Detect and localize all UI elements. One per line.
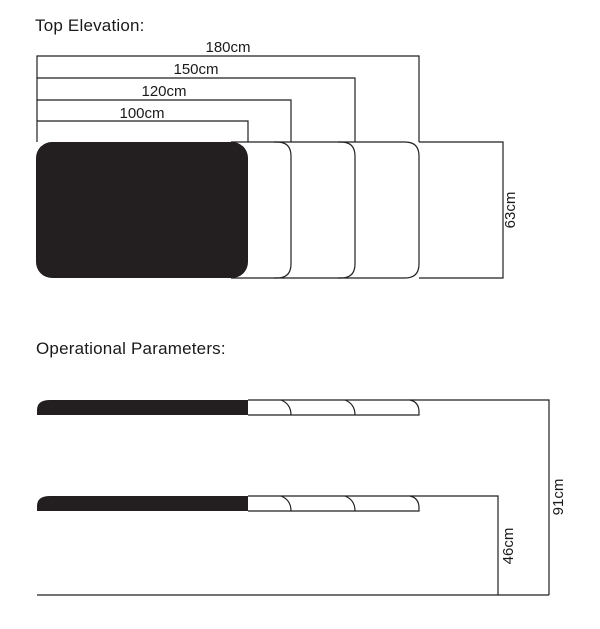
dimension-line-180cm [37,56,419,142]
width-label-180cm: 180cm [205,39,251,56]
width-label-150cm: 150cm [173,61,219,78]
height-label-91cm: 91cm [550,478,567,516]
desktop-outline-180cm [338,142,419,278]
width-label-120cm: 120cm [141,83,187,100]
desk-side-max-height [37,400,419,415]
dimension-line-46cm [410,496,498,595]
top-elevation-heading: Top Elevation: [35,16,145,35]
operational-parameters-heading: Operational Parameters: [36,339,226,358]
dimension-line-91cm [410,400,549,595]
width-label-100cm: 100cm [119,105,165,122]
desk-side-min-height [37,496,419,511]
height-label-46cm: 46cm [500,527,517,565]
dimension-line-63cm [419,142,503,278]
desktop-outline-150cm [274,142,355,278]
dimension-line-150cm [37,78,355,142]
dimension-line-100cm [37,121,248,142]
depth-label-63cm: 63cm [502,191,519,229]
desktop-100cm [36,142,248,278]
